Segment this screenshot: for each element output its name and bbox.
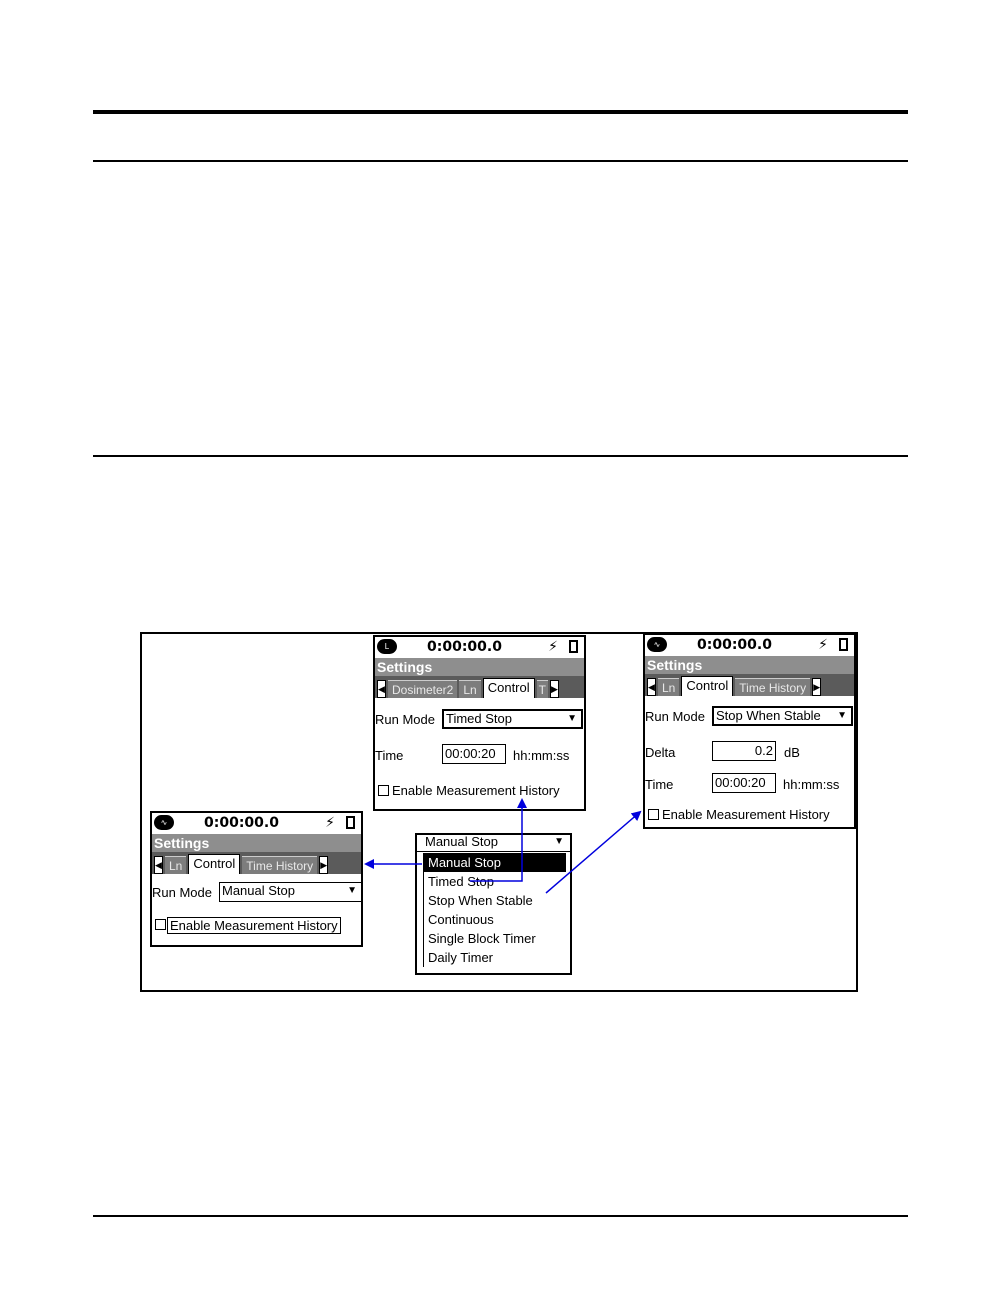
option-stop-when-stable[interactable]: Stop When Stable	[428, 893, 533, 908]
elapsed-time: 0:00:00.0	[204, 815, 279, 831]
tab-scroll-right-icon[interactable]: ▶	[319, 856, 328, 874]
chevron-down-icon: ▼	[567, 713, 577, 724]
meter-mode-icon: ∿	[647, 637, 667, 652]
tab-time-history[interactable]: Time History	[735, 678, 810, 696]
tab-truncated[interactable]: T	[537, 680, 548, 698]
tab-scroll-left-icon[interactable]: ◀	[647, 678, 656, 696]
option-daily-timer[interactable]: Daily Timer	[428, 950, 494, 965]
option-timed-stop[interactable]: Timed Stop	[428, 874, 494, 889]
delta-unit: dB	[784, 745, 800, 760]
tab-scroll-right-icon[interactable]: ▶	[550, 680, 559, 698]
tab-time-history[interactable]: Time History	[242, 856, 317, 874]
history-label: Enable Measurement History	[662, 807, 830, 822]
meter-mode-icon: L	[377, 639, 397, 654]
tab-scroll-right-icon[interactable]: ▶	[812, 678, 821, 696]
tab-scroll-left-icon[interactable]: ◀	[154, 856, 163, 874]
elapsed-time: 0:00:00.0	[697, 637, 772, 653]
dropdown-current-value: Manual Stop	[425, 834, 498, 849]
delta-label: Delta	[645, 745, 676, 760]
tab-control[interactable]: Control	[188, 854, 240, 874]
lightning-bolt-icon: ⚡	[325, 814, 335, 830]
option-manual-stop[interactable]: Manual Stop	[424, 853, 566, 872]
chevron-down-icon: ▼	[554, 836, 564, 847]
chevron-down-icon: ▼	[837, 710, 847, 721]
delta-input[interactable]: 0.2	[712, 741, 776, 761]
tab-control[interactable]: Control	[681, 676, 733, 696]
elapsed-time: 0:00:00.0	[427, 639, 502, 655]
run-mode-value: Stop When Stable	[716, 708, 821, 723]
tab-ln[interactable]: Ln	[165, 856, 186, 874]
run-mode-label: Run Mode	[375, 712, 435, 727]
lightning-bolt-icon: ⚡	[818, 636, 828, 652]
arrow-to-timed-stop	[470, 800, 522, 881]
run-mode-label: Run Mode	[645, 709, 705, 724]
tab-ln[interactable]: Ln	[658, 678, 679, 696]
time-label: Time	[375, 748, 404, 763]
time-unit: hh:mm:ss	[783, 777, 840, 792]
history-label: Enable Measurement History	[392, 783, 560, 798]
settings-title: Settings	[152, 834, 361, 852]
option-single-block-timer[interactable]: Single Block Timer	[428, 931, 536, 946]
chevron-down-icon: ▼	[347, 885, 357, 896]
time-unit: hh:mm:ss	[513, 748, 570, 763]
time-input[interactable]: 00:00:20	[442, 744, 506, 764]
tab-ln[interactable]: Ln	[459, 680, 480, 698]
history-label: Enable Measurement History	[167, 917, 341, 934]
time-input[interactable]: 00:00:20	[712, 773, 776, 793]
lightning-bolt-icon: ⚡	[548, 638, 558, 654]
tab-scroll-left-icon[interactable]: ◀	[377, 680, 386, 698]
tab-control[interactable]: Control	[483, 678, 535, 698]
run-mode-value: Timed Stop	[446, 711, 512, 726]
time-label: Time	[645, 777, 674, 792]
meter-mode-icon: ∿	[154, 815, 174, 830]
arrow-to-stop-when-stable	[546, 812, 640, 893]
option-continuous[interactable]: Continuous	[428, 912, 494, 927]
run-mode-label: Run Mode	[152, 885, 212, 900]
settings-title: Settings	[375, 658, 584, 676]
settings-title: Settings	[645, 656, 854, 674]
run-mode-value: Manual Stop	[222, 883, 295, 898]
tab-dosimeter2[interactable]: Dosimeter2	[388, 680, 457, 698]
